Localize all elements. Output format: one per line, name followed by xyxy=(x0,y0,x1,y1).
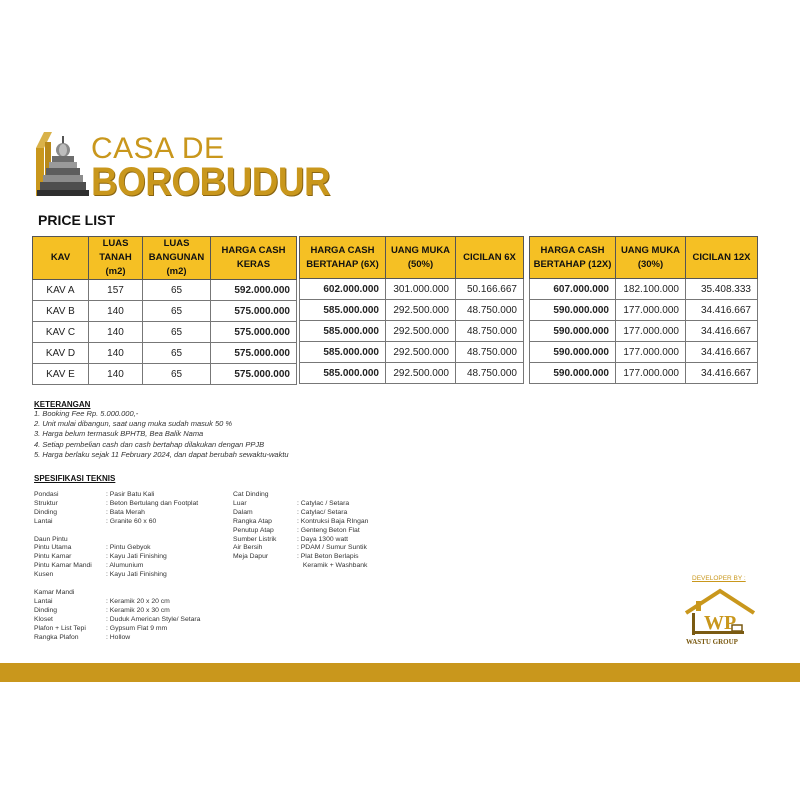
header-luas-tanah: LUAS TANAH (m2) xyxy=(89,237,143,280)
spesifikasi-right xyxy=(233,491,368,571)
spec-row xyxy=(34,509,200,518)
header-luas-bangunan: LUAS BANGUNAN (m2) xyxy=(143,237,211,280)
cell-cicilan-12x: 34.416.667 xyxy=(686,342,758,363)
spec-row xyxy=(233,509,368,518)
spec-key: Kloset xyxy=(34,615,53,623)
cell-bangunan: 65 xyxy=(143,301,211,322)
spec-row xyxy=(34,518,200,527)
cell-tanah: 140 xyxy=(89,343,143,364)
spec-value: : Daya 1300 watt xyxy=(297,535,349,543)
spesifikasi-title: SPESIFIKASI TEKNIS xyxy=(34,474,116,483)
header-bertahap-12x: HARGA CASH BERTAHAP (12X) xyxy=(530,237,616,279)
cell-uang-muka-30: 177.000.000 xyxy=(616,342,686,363)
spec-key: Lantai xyxy=(34,517,53,525)
table-row xyxy=(300,321,524,342)
header-bertahap-6x: HARGA CASH BERTAHAP (6X) xyxy=(300,237,386,279)
spec-value: : Kayu Jati Finishing xyxy=(106,571,167,579)
cell-bertahap-12x: 590.000.000 xyxy=(530,300,616,321)
spec-value: : Catylac / Setara xyxy=(297,499,350,507)
cell-cash-keras: 575.000.000 xyxy=(211,343,297,364)
spec-row xyxy=(34,544,200,553)
spec-row xyxy=(34,527,200,536)
spec-row xyxy=(34,598,200,607)
spec-row xyxy=(233,544,368,553)
header-harga-cash-keras: HARGA CASH KERAS xyxy=(211,237,297,280)
keterangan-item: 3. Harga belum termasuk BPHTB, Bea Balik Nama xyxy=(34,429,204,439)
developer-monogram: WP xyxy=(704,612,737,634)
spec-row xyxy=(34,491,200,500)
spec-value: : Alumunium xyxy=(106,562,144,570)
spec-row xyxy=(34,607,200,616)
spec-value: : PDAM / Sumur Suntik xyxy=(297,544,367,552)
cell-kav: KAV C xyxy=(33,322,89,343)
brand-line1: CASA DE xyxy=(91,132,225,165)
header-uang-muka-30: UANG MUKA (30%) xyxy=(616,237,686,279)
header-cicilan-6x: CICILAN 6X xyxy=(456,237,524,279)
spec-key: Kamar Mandi xyxy=(34,588,75,596)
cell-bertahap-12x: 590.000.000 xyxy=(530,342,616,363)
cell-uang-muka-30: 182.100.000 xyxy=(616,279,686,300)
spec-key: Penutup Atap xyxy=(233,526,274,534)
spec-key: Rangka Plafon xyxy=(34,633,79,641)
cell-kav: KAV B xyxy=(33,301,89,322)
spec-key: Struktur xyxy=(34,499,58,507)
spec-key: Lantai xyxy=(34,597,53,605)
table-row xyxy=(33,301,297,322)
cell-kav: KAV A xyxy=(33,280,89,301)
spec-key: Plafon + List Tepi xyxy=(34,624,86,632)
spec-key: Dinding xyxy=(34,508,58,516)
spec-row xyxy=(34,580,200,589)
cell-uang-muka-50: 292.500.000 xyxy=(386,363,456,384)
cell-tanah: 140 xyxy=(89,364,143,385)
cell-tanah: 157 xyxy=(89,280,143,301)
spec-row xyxy=(34,616,200,625)
spec-value: : Hollow xyxy=(106,633,131,641)
price-list-title: PRICE LIST xyxy=(38,212,116,228)
cell-cicilan-6x: 48.750.000 xyxy=(456,363,524,384)
keterangan-title: KETERANGAN xyxy=(34,400,91,409)
cell-bertahap-12x: 607.000.000 xyxy=(530,279,616,300)
spec-key: Luar xyxy=(233,499,247,507)
table-row xyxy=(33,280,297,301)
spec-row xyxy=(34,571,200,580)
spec-value: : Kayu Jati Finishing xyxy=(106,553,167,561)
keterangan-item: 2. Unit mulai dibangun, saat uang muka sudah masuk 50 % xyxy=(34,419,233,429)
keterangan-item: 4. Setiap pembelian cash dan cash bertahap dilakukan dengan PPJB xyxy=(34,439,265,449)
spec-key: Meja Dapur xyxy=(233,553,269,561)
cell-cash-keras: 575.000.000 xyxy=(211,364,297,385)
cell-uang-muka-50: 301.000.000 xyxy=(386,279,456,300)
keterangan-item: 5. Harga berlaku sejak 11 February 2024, dan dapat berubah sewaktu-waktu xyxy=(34,449,289,459)
header-uang-muka-50: UANG MUKA (50%) xyxy=(386,237,456,279)
cell-cicilan-6x: 48.750.000 xyxy=(456,300,524,321)
temple-icon xyxy=(34,128,92,200)
cell-uang-muka-50: 292.500.000 xyxy=(386,321,456,342)
spec-row xyxy=(34,562,200,571)
spec-key: Pondasi xyxy=(34,491,59,498)
spec-value: : Pasir Batu Kali xyxy=(106,491,155,498)
developer-label: DEVELOPER BY : xyxy=(692,575,746,582)
spec-value: : Plat Beton Berlapis xyxy=(297,553,359,561)
table-row xyxy=(300,363,524,384)
cell-cash-keras: 592.000.000 xyxy=(211,280,297,301)
spec-key: Cat Dinding xyxy=(233,491,269,498)
spec-key: Pintu Kamar xyxy=(34,553,72,561)
cell-cicilan-6x: 48.750.000 xyxy=(456,321,524,342)
table-row xyxy=(530,300,758,321)
table-row xyxy=(33,343,297,364)
spesifikasi-left xyxy=(34,491,200,642)
cell-bertahap-6x: 585.000.000 xyxy=(300,342,386,363)
table-row xyxy=(300,279,524,300)
cell-uang-muka-30: 177.000.000 xyxy=(616,300,686,321)
brand-line2: BOROBUDUR xyxy=(91,160,331,204)
keterangan-item: 1. Booking Fee Rp. 5.000.000,- xyxy=(34,409,139,418)
spec-row xyxy=(233,500,368,509)
footer-bar xyxy=(0,663,800,682)
cell-cicilan-12x: 34.416.667 xyxy=(686,300,758,321)
spec-key: Pintu Kamar Mandi xyxy=(34,562,92,570)
spec-row xyxy=(233,562,368,571)
spec-value: : Bata Merah xyxy=(106,508,145,516)
spec-key: Dalam xyxy=(233,508,253,516)
spec-row xyxy=(233,536,368,545)
cell-bertahap-6x: 585.000.000 xyxy=(300,300,386,321)
spec-value: : Genteng Beton Flat xyxy=(297,526,360,534)
cell-bertahap-6x: 602.000.000 xyxy=(300,279,386,300)
cell-cicilan-12x: 34.416.667 xyxy=(686,321,758,342)
spec-key: Daun Pintu xyxy=(34,535,68,543)
spec-row xyxy=(34,553,200,562)
cell-kav: KAV E xyxy=(33,364,89,385)
spec-key: Pintu Utama xyxy=(34,544,72,552)
spec-row xyxy=(233,527,368,536)
table-row xyxy=(300,342,524,363)
spec-value: Keramik + Washbank xyxy=(301,562,368,570)
spec-value: : Beton Bertulang dan Footplat xyxy=(106,499,199,507)
table-row xyxy=(530,321,758,342)
cell-bangunan: 65 xyxy=(143,280,211,301)
cell-cicilan-6x: 48.750.000 xyxy=(456,342,524,363)
spec-row xyxy=(34,589,200,598)
cell-uang-muka-50: 292.500.000 xyxy=(386,300,456,321)
header-kav: KAV xyxy=(33,237,89,280)
table-row xyxy=(530,279,758,300)
keterangan-list xyxy=(34,409,289,460)
brand-logo xyxy=(34,128,334,208)
spec-value: : Catylac/ Setara xyxy=(297,508,348,516)
cell-kav: KAV D xyxy=(33,343,89,364)
developer-logo-icon xyxy=(680,587,760,642)
spec-value: : Pintu Gebyok xyxy=(106,544,151,552)
spec-row xyxy=(233,518,368,527)
table-row xyxy=(530,342,758,363)
spec-row xyxy=(34,536,200,545)
header-cicilan-12x: CICILAN 12X xyxy=(686,237,758,279)
spec-key: Kusen xyxy=(34,571,54,579)
price-table-cash xyxy=(32,236,297,385)
spec-value: : Granite 60 x 60 xyxy=(106,517,157,525)
cell-tanah: 140 xyxy=(89,322,143,343)
price-table-12x xyxy=(529,236,758,384)
spec-value: : Gypsum Flat 9 mm xyxy=(106,624,168,632)
spec-value: : Keramik 20 x 30 cm xyxy=(106,606,170,614)
cell-bertahap-12x: 590.000.000 xyxy=(530,363,616,384)
spec-row xyxy=(34,625,200,634)
cell-bertahap-12x: 590.000.000 xyxy=(530,321,616,342)
spec-key: Sumber Listrik xyxy=(233,535,277,543)
cell-cicilan-12x: 35.408.333 xyxy=(686,279,758,300)
cell-uang-muka-50: 292.500.000 xyxy=(386,342,456,363)
cell-cicilan-6x: 50.166.667 xyxy=(456,279,524,300)
table-row xyxy=(33,364,297,385)
cell-bangunan: 65 xyxy=(143,343,211,364)
cell-bangunan: 65 xyxy=(143,364,211,385)
spec-value: : Duduk American Style/ Setara xyxy=(106,615,201,623)
table-row xyxy=(530,363,758,384)
spec-row xyxy=(34,500,200,509)
price-table-6x xyxy=(299,236,524,384)
spec-row xyxy=(233,553,368,562)
spec-key: Rangka Atap xyxy=(233,517,272,525)
spec-key: Air Bersih xyxy=(233,544,263,552)
spec-value: : Keramik 20 x 20 cm xyxy=(106,597,170,605)
cell-bertahap-6x: 585.000.000 xyxy=(300,363,386,384)
cell-bertahap-6x: 585.000.000 xyxy=(300,321,386,342)
table-row xyxy=(300,300,524,321)
spec-row xyxy=(34,634,200,643)
cell-cash-keras: 575.000.000 xyxy=(211,322,297,343)
cell-cicilan-12x: 34.416.667 xyxy=(686,363,758,384)
cell-uang-muka-30: 177.000.000 xyxy=(616,363,686,384)
cell-cash-keras: 575.000.000 xyxy=(211,301,297,322)
spec-row xyxy=(233,491,368,500)
developer-name: WASTU GROUP xyxy=(686,638,738,646)
spec-value: : Kontruksi Baja RIngan xyxy=(297,517,369,525)
table-row xyxy=(33,322,297,343)
cell-bangunan: 65 xyxy=(143,322,211,343)
cell-tanah: 140 xyxy=(89,301,143,322)
spec-key: Dinding xyxy=(34,606,58,614)
cell-uang-muka-30: 177.000.000 xyxy=(616,321,686,342)
